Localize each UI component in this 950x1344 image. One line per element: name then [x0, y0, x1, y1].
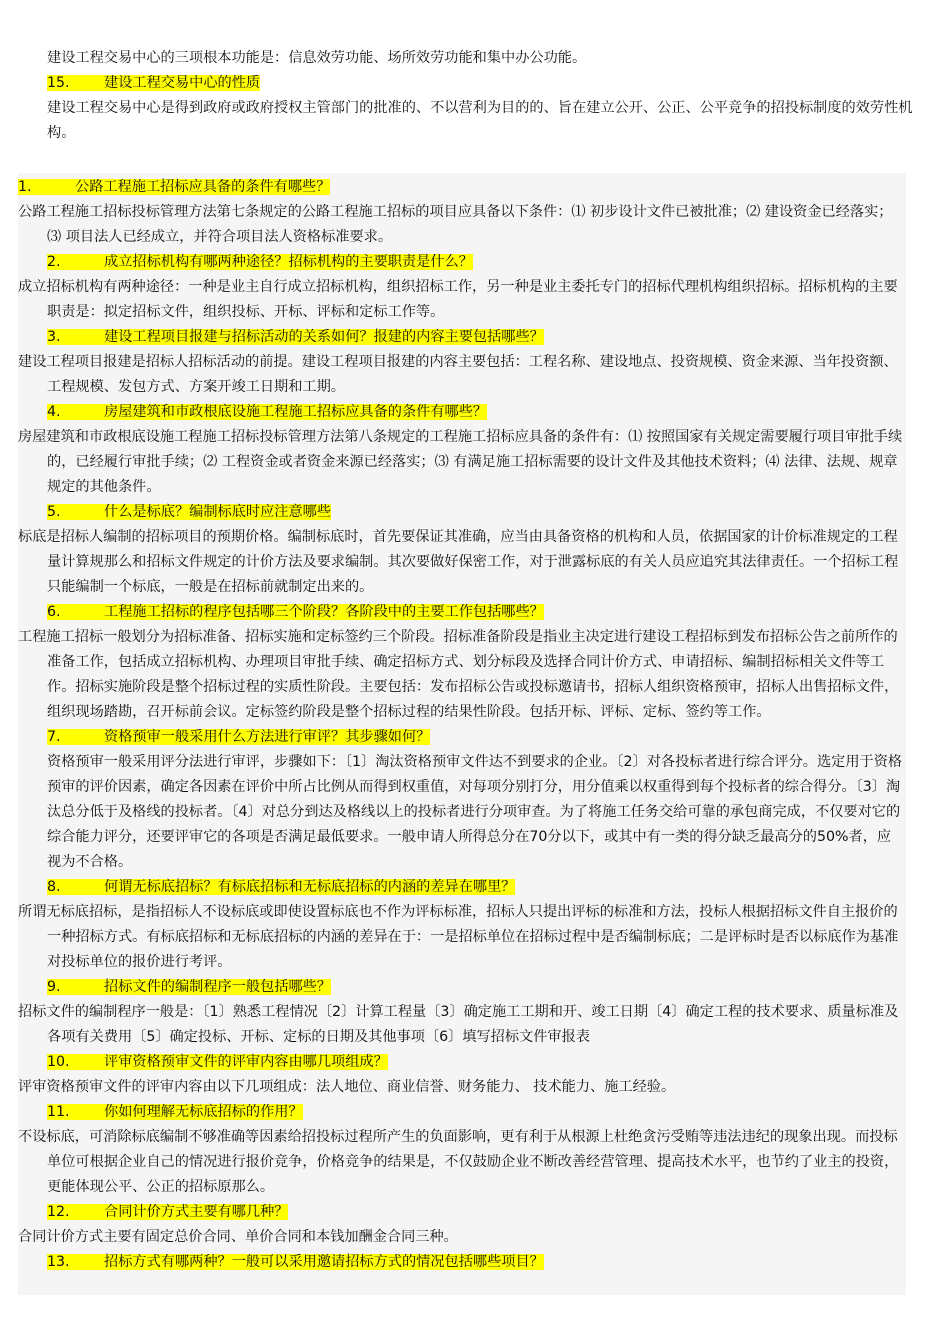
qa-item	[18, 600, 906, 725]
question-highlight	[18, 179, 330, 195]
question-text: 招标方式有哪两种？一般可以采用邀请招标方式的情况包括哪些项目？	[104, 1254, 544, 1270]
question-highlight	[47, 254, 473, 270]
intro-section	[0, 46, 950, 146]
question-15-text: 建设工程交易中心的性质	[104, 75, 261, 91]
question-highlight	[47, 1204, 288, 1220]
question-highlight	[47, 604, 544, 620]
question-number: 4.	[47, 404, 61, 420]
question	[18, 325, 906, 350]
question-highlight	[47, 879, 515, 895]
question-highlight	[47, 979, 331, 995]
question	[18, 1250, 906, 1275]
question-number: 11.	[47, 1104, 70, 1120]
answer: 工程施工招标一般划分为招标准备、招标实施和定标签约三个阶段。招标准备阶段是指业主决定进行建设工程招标到发布招标公告之前所作的准备工作，包括成立招标机构、办理项目审批手续、确定招标方式、划分标段及选择合同计价方式、申请招标、编制招标相关文件等工作。招标实施阶段是整个招标过程的实质性阶段。主要包括：发布招标公告或投标邀请书，招标人组织资格预审，招标人出售招标文件，组织现场踏勘，召开标前会议。定标签约阶段是整个招标过程的结果性阶段。包括开标、评标、定标、签约等工作。	[18, 629, 899, 720]
qa-item	[18, 250, 906, 325]
question-text: 工程施工招标的程序包括哪三个阶段？各阶段中的主要工作包括哪些？	[104, 604, 544, 620]
question-text: 房屋建筑和市政根底设施工程施工招标应具备的条件有哪些？	[104, 404, 488, 420]
qa-item	[18, 1100, 906, 1200]
question-text: 建设工程项目报建与招标活动的关系如何？报建的内容主要包括哪些？	[104, 329, 544, 345]
question-text: 公路工程施工招标应具备的条件有哪些？	[75, 179, 331, 195]
functions-paragraph: 建设工程交易中心的三项根本功能是：信息效劳功能、场所效劳功能和集中办公功能。	[47, 50, 587, 66]
question-number: 13.	[47, 1254, 70, 1270]
answer: 合同计价方式主要有固定总价合同、单价合同和本钱加酬金合同三种。	[18, 1229, 458, 1245]
question-number: 6.	[47, 604, 61, 620]
question-number: 7.	[47, 729, 61, 745]
question	[18, 975, 906, 1000]
qa-item	[18, 500, 906, 600]
question	[18, 1050, 906, 1075]
qa-item	[18, 875, 906, 975]
question-text: 评审资格预审文件的评审内容由哪几项组成？	[104, 1054, 388, 1070]
answer: 所谓无标底招标，是指招标人不设标底或即使设置标底也不作为评标标准，招标人只提出评标的标准和方法，投标人根据招标文件自主报价的一种招标方式。有标底招标和无标底招标的内涵的差异在于：一是招标单位在招标过程中是否编制标底；二是评标时是否以标底作为基准对投标单位的报价进行考评。	[18, 904, 899, 970]
answer: 成立招标机构有两种途径：一种是业主自行成立招标机构，组织招标工作，另一种是业主委托专门的招标代理机构组织招标。招标机构的主要职责是：拟定招标文件，组织投标、开标、评标和定标工作等。	[18, 279, 898, 320]
question-highlight	[47, 1254, 544, 1270]
qa-item	[18, 725, 906, 875]
question-highlight	[47, 404, 487, 420]
answer: 标底是招标人编制的招标项目的预期价格。编制标底时，首先要保证其准确，应当由具备资格的机构和人员，依据国家的计价标准规定的工程量计算规那么和招标文件规定的计价方法及要求编制。其次要做好保密工作，对于泄露标底的有关人员应追究其法律责任。一个招标工程只能编制一个标底，一般是在招标前就制定出来的。	[18, 529, 899, 595]
qa-item	[18, 1250, 906, 1275]
answer: 招标文件的编制程序一般是：〔1〕熟悉工程情况〔2〕计算工程量〔3〕确定施工工期和开、竣工日期〔4〕确定工程的技术要求、质量标准及各项有关费用〔5〕确定投标、开标、定标的日期及其他事项〔6〕填写招标文件审报表	[18, 1004, 899, 1045]
question	[18, 500, 906, 525]
question-highlight	[47, 729, 430, 745]
question-15-number: 15.	[47, 75, 70, 91]
question-highlight	[47, 1054, 388, 1070]
question	[18, 875, 906, 900]
question-text: 资格预审一般采用什么方法进行审评？其步骤如何？	[104, 729, 431, 745]
question-highlight	[47, 329, 544, 345]
question-number: 2.	[47, 254, 61, 270]
answer: 建设工程项目报建是招标人招标活动的前提。建设工程项目报建的内容主要包括：工程名称、建设地点、投资规模、资金来源、当年投资额、工程规模、发包方式、方案开竣工日期和工期。	[18, 354, 898, 395]
question-highlight	[47, 1104, 303, 1120]
question-text: 合同计价方式主要有哪几种？	[104, 1204, 289, 1220]
question-number: 9.	[47, 979, 61, 995]
qa-section	[18, 173, 906, 1295]
qa-item	[18, 325, 906, 400]
question-number: 12.	[47, 1204, 70, 1220]
question	[18, 1100, 906, 1125]
question	[18, 400, 906, 425]
answer: 不设标底，可消除标底编制不够准确等因素给招投标过程所产生的负面影响，更有利于从根源上杜绝贪污受贿等违法违纪的现象出现。而投标单位可根据企业自己的情况进行报价竞争，价格竞争的结果是，不仅鼓励企业不断改善经营管理、提高技术水平，也节约了业主的投资，更能体现公平、公正的招标原那么。	[18, 1129, 899, 1195]
question-text: 什么是标底？编制标底时应注意哪些	[104, 504, 332, 520]
question-15	[0, 71, 950, 96]
question	[18, 175, 906, 200]
question-highlight	[47, 504, 331, 520]
answer: 房屋建筑和市政根底设施工程施工招标投标管理方法第八条规定的工程施工招标应具备的条件有：⑴ 按照国家有关规定需要履行项目审批手续的，已经履行审批手续；⑵ 工程资金或者资金来源已经落实；⑶ 有满足施工招标需要的设计文件及其他技术资料；⑷ 法律、法规、规章规定的其他条件。	[18, 429, 903, 495]
question-text: 你如何理解无标底招标的作用？	[104, 1104, 303, 1120]
question	[18, 250, 906, 275]
question-number: 1.	[18, 179, 32, 195]
question-number: 8.	[47, 879, 61, 895]
qa-item	[18, 1200, 906, 1250]
question-number: 10.	[47, 1054, 70, 1070]
qa-item	[18, 975, 906, 1050]
answer: 公路工程施工招标投标管理方法第七条规定的公路工程施工招标的项目应具备以下条件：⑴ 初步设计文件已被批准；⑵ 建设资金已经落实；⑶ 项目法人已经成立，并符合项目法人资格标准要求。	[18, 204, 893, 245]
qa-item	[18, 400, 906, 500]
question	[18, 1200, 906, 1225]
answer: 资格预审一般采用评分法进行审评，步骤如下：〔1〕淘汰资格预审文件达不到要求的企业。〔2〕对各投标者进行综合评分。选定用于资格预审的评价因素，确定各因素在评价中所占比例从而得到权重值，对每项分别打分，用分值乘以权重得到每个投标者的综合得分。〔3〕淘汰总分低于及格线的投标者。〔4〕对总分到达及格线以上的投标者进行分项审查。为了将施工任务交给可靠的承包商完成，不仅要对它的综合能力评分，还要评审它的各项是否满足最低要求。一般申请人所得总分在70分以下，或其中有一类的得分缺乏最高分的50%者，应视为不合格。	[47, 754, 903, 870]
answer-15: 建设工程交易中心是得到政府或政府授权主管部门的批准的、不以营利为目的的、旨在建立公开、公正、公平竞争的招投标制度的效劳性机构。	[47, 100, 913, 141]
question-text: 成立招标机构有哪两种途径？招标机构的主要职责是什么？	[104, 254, 473, 270]
question-number: 3.	[47, 329, 61, 345]
question	[18, 725, 906, 750]
answer: 评审资格预审文件的评审内容由以下几项组成：法人地位、商业信誉、财务能力、 技术能力、施工经验。	[18, 1079, 676, 1095]
qa-item	[18, 175, 906, 250]
question-text: 招标文件的编制程序一般包括哪些？	[104, 979, 332, 995]
question-text: 何谓无标底招标？有标底招标和无标底招标的内涵的差异在哪里？	[104, 879, 516, 895]
question-15-highlight	[47, 75, 260, 91]
qa-item	[18, 1050, 906, 1100]
question	[18, 600, 906, 625]
question-number: 5.	[47, 504, 61, 520]
